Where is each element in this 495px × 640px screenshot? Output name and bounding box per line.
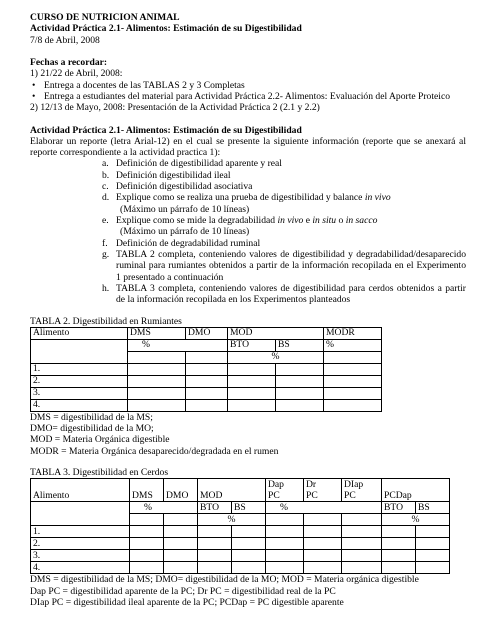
header-cell: PC: [266, 490, 304, 502]
list-item-emphasis: in vivo: [364, 192, 391, 204]
date-item-2: 2) 12/13 de Mayo, 2008: Presentación de la Actividad Práctica 2 (2.1 y 2.2): [30, 102, 320, 114]
unit-cell: %: [198, 514, 266, 526]
header-cell: MOD: [228, 327, 324, 339]
list-item-h: [30, 283, 466, 306]
empty-cell: [198, 526, 232, 538]
row-label: 4.: [31, 399, 128, 411]
list-marker: e.: [102, 215, 109, 226]
header-cell: Alimento: [31, 327, 128, 339]
table2-note: DMS = digestibilidad de la MS;: [30, 411, 153, 423]
empty-cell: [164, 526, 198, 538]
course-title: CURSO DE NUTRICION ANIMAL: [30, 12, 180, 23]
empty-cell: [164, 562, 198, 574]
header-cell: PC: [304, 490, 342, 502]
list-marker: g.: [102, 248, 110, 260]
list-marker: b.: [102, 169, 110, 181]
list-item-emphasis: in sacco: [345, 215, 378, 226]
empty-cell: [266, 550, 304, 562]
header-cell: DIap: [342, 479, 382, 491]
empty-cell: [382, 526, 416, 538]
list-item-text: Definición digestibilidad ileal: [116, 169, 231, 181]
list-item-c: [30, 181, 466, 192]
header-cell: Dr: [304, 479, 342, 491]
document-page: [30, 12, 466, 608]
list-item-text: Definición de degradabilidad ruminal: [116, 237, 261, 249]
empty-cell: [382, 550, 416, 562]
empty-cell: [130, 562, 164, 574]
table-unit-row: [31, 339, 382, 351]
row-label: 1.: [31, 526, 130, 538]
header-cell: MOD: [198, 490, 266, 502]
list-item-f: [30, 238, 466, 249]
list-marker: f.: [102, 237, 108, 249]
empty-cell: [164, 550, 198, 562]
table-row: [31, 526, 450, 538]
table3-note: Dap PC = digestibilidad aparente de la PC; Dr PC = digestibilidad real de la PC: [30, 585, 336, 597]
header-cell: Alimento: [31, 490, 130, 502]
dates-title: Fechas a recordar:: [30, 56, 108, 68]
unit-cell: BS: [276, 339, 324, 351]
list-marker: c.: [102, 181, 109, 193]
table2: [30, 327, 382, 412]
table2-note: MODR = Materia Orgánica desaparecido/degradada en el rumen: [30, 445, 279, 457]
list-item-text: Explique como se realiza una prueba de digestibilidad y balance: [116, 192, 365, 204]
list-item-text: Definición digestibilidad asociativa: [116, 181, 253, 193]
empty-cell: [304, 562, 342, 574]
unit-cell: BTO: [198, 502, 232, 514]
empty-cell: [130, 550, 164, 562]
unit-cell: BS: [416, 502, 450, 514]
header-cell: DMO: [164, 490, 198, 502]
list-marker: d.: [102, 192, 110, 204]
table-unit-row: [31, 502, 450, 514]
list-item-text: o: [336, 215, 346, 226]
bullet-item: • Entrega a docentes de las TABLAS 2 y 3 Completas: [30, 80, 466, 91]
list-item-e: [30, 215, 466, 238]
row-label: 2.: [31, 375, 128, 387]
empty-cell: [304, 538, 342, 550]
empty-cell: [382, 562, 416, 574]
list-item-text: Definición de digestibilidad aparente y real: [116, 158, 282, 170]
list-item-emphasis: in situ: [312, 215, 337, 226]
unit-cell: %: [324, 339, 382, 351]
list-item-text: e: [303, 215, 313, 226]
list-marker: h.: [102, 282, 110, 294]
table-unit-row: [31, 514, 450, 526]
table-row: [31, 538, 450, 550]
table-row: [31, 387, 382, 399]
activity-section-title: Actividad Práctica 2.1- Alimentos: Estimación de su Digestibilidad: [30, 124, 302, 136]
list-item-g: [30, 249, 466, 283]
table-row: [31, 363, 382, 375]
unit-cell: BTO: [228, 339, 276, 351]
empty-cell: [342, 562, 382, 574]
unit-cell: %: [128, 339, 228, 351]
list-item-note: (Máximo un párrafo de 10 líneas): [120, 203, 250, 215]
row-label: 1.: [31, 363, 128, 375]
header-cell: DMS: [128, 327, 186, 339]
table3: [30, 478, 450, 574]
activity-intro: Elaborar un reporte (letra Arial-12) en el cual se presente la siguiente información (reporte que se anexará al reporte correspondiente a la actividad practica 1):: [30, 135, 466, 159]
table2-note: MOD = Materia Orgánica digestible: [30, 434, 170, 446]
empty-cell: [416, 526, 450, 538]
unit-cell: %: [228, 351, 324, 363]
header-cell: DMS: [130, 490, 164, 502]
list-item-emphasis: in vivo: [277, 215, 304, 226]
empty-cell: [232, 550, 266, 562]
list-item-b: [30, 170, 466, 181]
row-label: 3.: [31, 550, 130, 562]
list-item-d: [30, 192, 466, 215]
empty-cell: [164, 538, 198, 550]
table-row: [31, 550, 450, 562]
empty-cell: [130, 538, 164, 550]
empty-cell: [266, 526, 304, 538]
empty-cell: [304, 550, 342, 562]
dates-bullet-list: [30, 80, 466, 103]
unit-cell: %: [130, 502, 198, 514]
list-item-text: Explique como se mide la degradabilidad: [116, 215, 278, 226]
table3-title: TABLA 3. Digestibilidad en Cerdos: [30, 467, 169, 479]
row-label: 3.: [31, 387, 128, 399]
bullet-item: • Entrega a estudiantes del material para Actividad Práctica 2.2- Alimentos: Evaluación del Aporte Proteico: [30, 91, 466, 102]
empty-cell: [266, 538, 304, 550]
activity-date: 7/8 de Abril, 2008: [30, 34, 100, 46]
table3-note: DMS = digestibilidad de la MS; DMO= digestibilidad de la MO; MOD = Materia orgánica digestible: [30, 574, 419, 586]
table-header-row: [31, 479, 450, 491]
list-item-note: (Máximo un párrafo de 10 líneas): [120, 226, 250, 238]
header-cell: PC: [342, 490, 382, 502]
empty-cell: [232, 562, 266, 574]
empty-cell: [198, 550, 232, 562]
row-label: 2.: [31, 538, 130, 550]
table-row: [31, 399, 382, 411]
header-cell: Dap: [266, 479, 304, 491]
list-item-a: [30, 158, 466, 169]
header-cell: DMO: [186, 327, 228, 339]
list-item-text: TABLA 2 completa, conteniendo valores de digestibilidad y degradabilidad/desaparecido ruminal para rumiantes obtenidos a partir de la información recopilada en el Experimento 1 presentado a continuación: [116, 248, 466, 283]
empty-cell: [130, 526, 164, 538]
empty-cell: [342, 538, 382, 550]
empty-cell: [416, 538, 450, 550]
empty-cell: [198, 562, 232, 574]
empty-cell: [266, 562, 304, 574]
unit-cell: BS: [232, 502, 266, 514]
empty-cell: [342, 526, 382, 538]
empty-cell: [342, 550, 382, 562]
row-label: 4.: [31, 562, 130, 574]
unit-cell: %: [382, 514, 450, 526]
unit-cell: %: [266, 502, 382, 514]
activity-title: Actividad Práctica 2.1- Alimentos: Estimación de su Digestibilidad: [30, 23, 302, 35]
unit-cell: BTO: [382, 502, 416, 514]
table-header-row: [31, 327, 382, 339]
empty-cell: [382, 538, 416, 550]
empty-cell: [416, 562, 450, 574]
table-row: [31, 375, 382, 387]
table3-note: DIap PC = digestibilidad ileal aparente de la PC; PCDap = PC digestible aparente: [30, 597, 344, 608]
table-row: [31, 562, 450, 574]
table-unit-row: [31, 351, 382, 363]
header-cell: PCDap: [382, 490, 450, 502]
empty-cell: [232, 526, 266, 538]
list-item-text: TABLA 3 completa, conteniendo valores de digestibilidad para cerdos obtenidos a partir de la información recopilada en los Experimentos planteados: [116, 282, 466, 306]
table2-note: DMO= digestibilidad de la MO;: [30, 423, 154, 435]
requirements-list: [30, 158, 466, 305]
empty-cell: [304, 526, 342, 538]
date-item-1: 1) 21/22 de Abril, 2008:: [30, 68, 123, 80]
empty-cell: [416, 550, 450, 562]
table2-title: TABLA 2. Digestibilidad en Rumiantes: [30, 315, 182, 327]
list-marker: a.: [102, 158, 109, 170]
empty-cell: [198, 538, 232, 550]
table-header-row: [31, 490, 450, 502]
header-cell: MODR: [324, 327, 382, 339]
empty-cell: [232, 538, 266, 550]
